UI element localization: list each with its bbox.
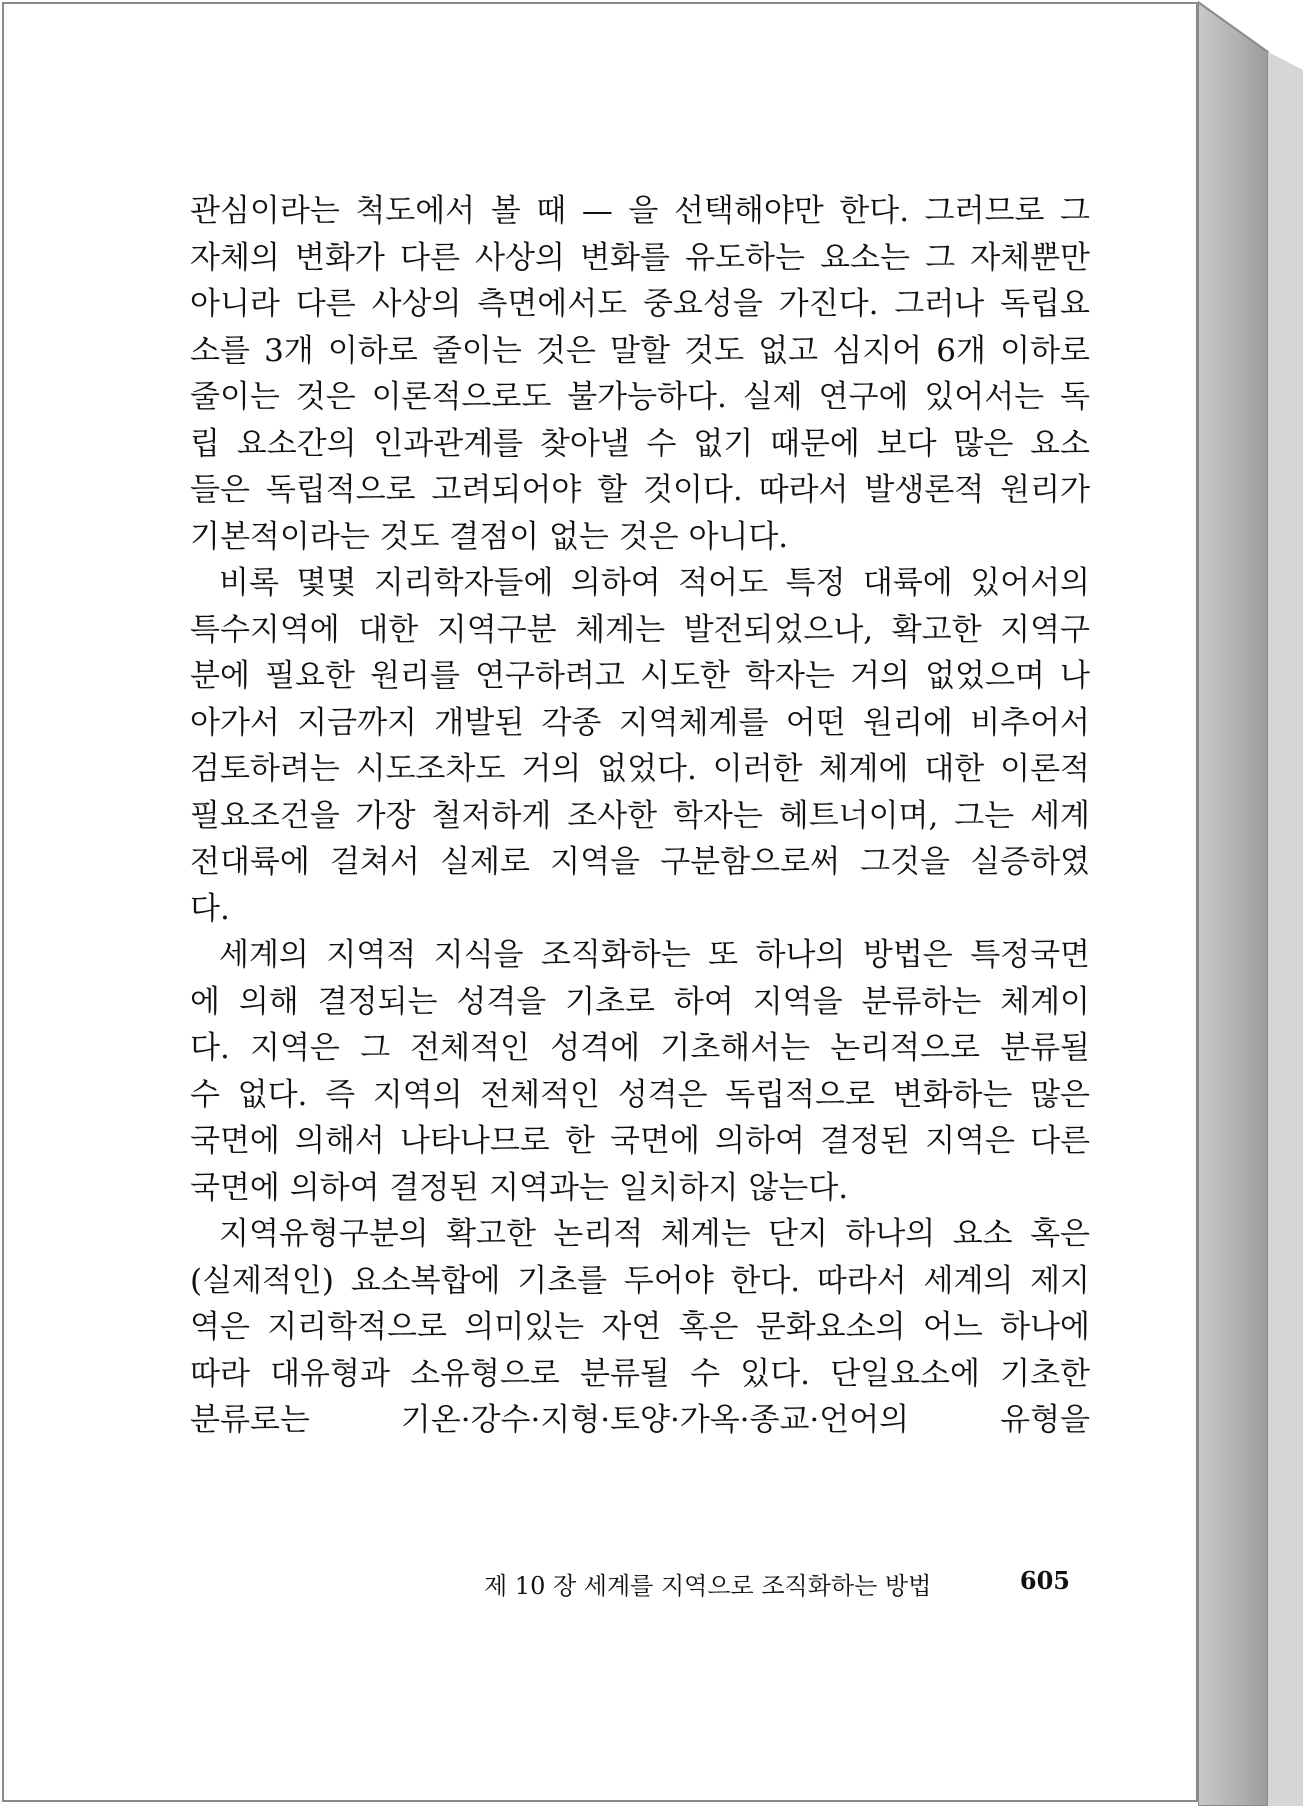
text-line: 에 의해 결정되는 성격을 기초로 하여 지역을 분류하는 체계이: [190, 983, 1090, 1020]
body-text: [190, 188, 1090, 1444]
text-line: 검토하려는 시도조차도 거의 없었다. 이러한 체계에 대한 이론적: [190, 751, 1090, 787]
running-footer: [484, 1566, 1070, 1601]
text-line: 관심이라는 척도에서 볼 때 — 을 선택해야만 한다. 그러므로 그: [190, 193, 1090, 229]
text-line: 역은 지리학적으로 의미있는 자연 혹은 문화요소의 어느 하나에: [190, 1309, 1090, 1345]
text-line: 지역유형구분의 확고한 논리적 체계는 단지 하나의 요소 혹은: [219, 1216, 1090, 1252]
text-line: (실제적인) 요소복합에 기초를 두어야 한다. 따라서 세계의 제지: [190, 1262, 1090, 1299]
text-line: 세계의 지역적 지식을 조직화하는 또 하나의 방법은 특정국면: [219, 937, 1090, 973]
text-line: 수 없다. 즉 지역의 전체적인 성격은 독립적으로 변화하는 많은: [190, 1076, 1090, 1113]
text-line: 들은 독립적으로 고려되어야 할 것이다. 따라서 발생론적 원리가: [190, 472, 1090, 508]
text-line: 전대륙에 걸쳐서 실제로 지역을 구분함으로써 그것을 실증하였: [190, 844, 1090, 880]
text-line: 국면에 의해서 나타나므로 한 국면에 의하여 결정된 지역은 다른: [190, 1123, 1090, 1159]
text-line: 자체의 변화가 다른 사상의 변화를 유도하는 요소는 그 자체뿐만: [190, 239, 1090, 276]
text-line: 분에 필요한 원리를 연구하려고 시도한 학자는 거의 없었으며 나: [190, 658, 1090, 694]
text-line: 따라 대유형과 소유형으로 분류될 수 있다. 단일요소에 기초한: [190, 1355, 1090, 1392]
page-face: [2, 2, 1198, 1802]
text-line: 기본적이라는 것도 결점이 없는 것은 아니다.: [190, 518, 789, 555]
text-line: 국면에 의하여 결정된 지역과는 일치하지 않는다.: [190, 1169, 849, 1206]
text-line: 분류로는 기온·강수·지형·토양·가옥·종교·언어의 유형을: [190, 1402, 1090, 1438]
text-line: 특수지역에 대한 지역구분 체계는 발전되었으나, 확고한 지역구: [190, 611, 1090, 648]
text-line: 립 요소간의 인과관계를 찾아낼 수 없기 때문에 보다 많은 요소: [190, 425, 1090, 462]
book-spine: [1198, 0, 1303, 1806]
text-line: 소를 3개 이하로 줄이는 것은 말할 것도 없고 심지어 6개 이하로: [190, 332, 1090, 369]
text-line: 비록 몇몇 지리학자들에 의하여 적어도 특정 대륙에 있어서의: [219, 565, 1090, 601]
text-line: 아가서 지금까지 개발된 각종 지역체계를 어떤 원리에 비추어서: [190, 704, 1090, 741]
text-line: 다.: [190, 890, 230, 927]
chapter-title: 제 10 장 세계를 지역으로 조직화하는 방법: [484, 1572, 932, 1600]
text-line: 줄이는 것은 이론적으로도 불가능하다. 실제 연구에 있어서는 독: [190, 379, 1090, 415]
page-number: 605: [1019, 1566, 1070, 1595]
text-line: 다. 지역은 그 전체적인 성격에 기초해서는 논리적으로 분류될: [190, 1030, 1090, 1066]
text-line: 필요조건을 가장 철저하게 조사한 학자는 헤트너이며, 그는 세계: [190, 797, 1090, 834]
text-line: 아니라 다른 사상의 측면에서도 중요성을 가진다. 그러나 독립요: [190, 286, 1090, 322]
